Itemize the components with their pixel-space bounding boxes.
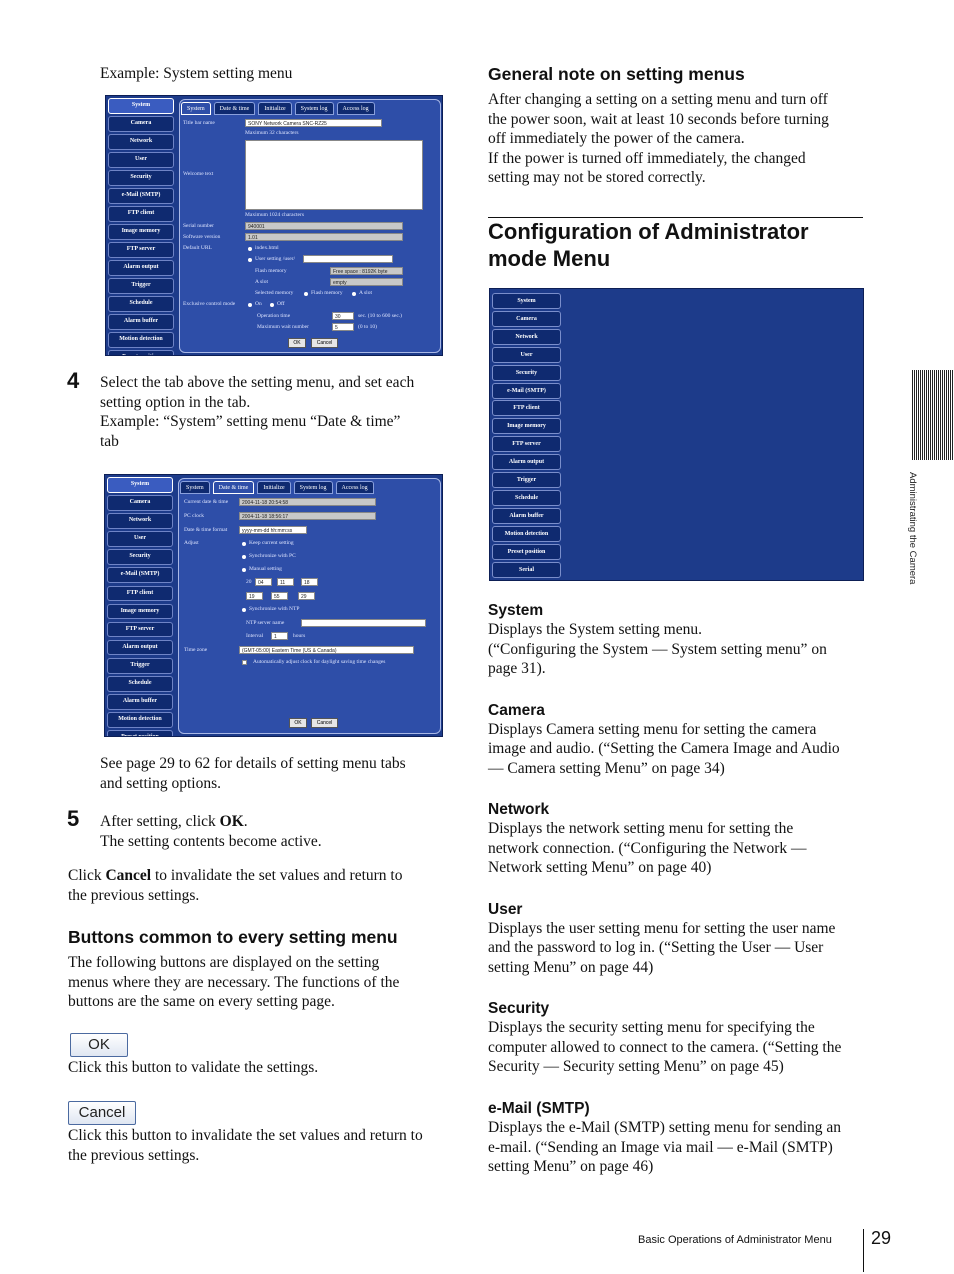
pc-clock-field: 2004-11-18 18:56:17 bbox=[239, 512, 376, 520]
label-default-url: Default URL bbox=[183, 245, 212, 251]
max1024-note: Maximum 1024 characters bbox=[245, 212, 304, 218]
sidebar-item-security[interactable]: Security bbox=[107, 549, 173, 565]
label-welcome-text: Welcome text bbox=[183, 171, 214, 177]
radio-off[interactable] bbox=[270, 303, 274, 307]
admin-menu-alarm-buffer[interactable]: Alarm buffer bbox=[492, 508, 561, 524]
config-heading bbox=[488, 218, 809, 272]
label-timezone: Time zone bbox=[184, 647, 208, 653]
cancel-desc-line: Click this button to invalidate the set values and return to bbox=[68, 1127, 423, 1144]
cancel-button[interactable]: Cancel bbox=[68, 1101, 136, 1125]
interval-select[interactable]: 1 bbox=[271, 632, 288, 640]
side-tab-text: Administrating the Camera bbox=[907, 472, 918, 585]
sidebar-item-image-memory[interactable]: Image memory bbox=[108, 224, 174, 240]
section-title: Network bbox=[488, 801, 550, 819]
section-body bbox=[488, 620, 827, 679]
sidebar-item-motion-detection[interactable]: Motion detection bbox=[107, 712, 173, 728]
sidebar-item-e-mail-smtp[interactable]: e-Mail (SMTP) bbox=[107, 567, 173, 583]
tab-system[interactable]: System bbox=[180, 481, 210, 494]
cancel-post: to invalidate the set values and return to bbox=[151, 867, 403, 884]
sidebar-item-user[interactable]: User bbox=[107, 531, 173, 547]
admin-menu-preset-position[interactable]: Preset position bbox=[492, 544, 561, 560]
second-select[interactable]: 29 bbox=[298, 592, 315, 600]
admin-menu-ftp-client[interactable]: FTP client bbox=[492, 400, 561, 416]
label-sync-pc: Synchronize with PC bbox=[249, 553, 296, 559]
thumb-index-marker bbox=[912, 370, 954, 460]
admin-menu-system[interactable]: System bbox=[492, 293, 561, 309]
minute-select[interactable]: 55 bbox=[271, 592, 288, 600]
ok-button-mini[interactable]: OK bbox=[289, 718, 307, 728]
date-time-panel bbox=[178, 478, 441, 734]
tab-system-log[interactable]: System log bbox=[294, 481, 333, 494]
ntp-field[interactable] bbox=[301, 619, 426, 627]
section-line: — Camera setting Menu” on page 34) bbox=[488, 759, 725, 777]
section-e-mail-smtp bbox=[488, 1100, 841, 1177]
tab-date-time[interactable]: Date & time bbox=[214, 102, 256, 115]
cancel-paragraph bbox=[68, 866, 402, 905]
step5-ok-bold: OK bbox=[219, 813, 244, 830]
format-select[interactable]: yyyy-mm-dd hh:mm:ss bbox=[239, 526, 307, 534]
section-line: setting Menu” on page 46) bbox=[488, 1158, 654, 1175]
system-settings-panel bbox=[179, 99, 441, 353]
label-aslot: A slot bbox=[255, 279, 268, 285]
software-field: 1.01 bbox=[245, 233, 403, 241]
tab-system[interactable]: System bbox=[181, 102, 211, 115]
general-line: If the power is turned off immediately, the changed bbox=[488, 149, 806, 167]
sidebar-item-image-memory[interactable]: Image memory bbox=[107, 604, 173, 620]
cancel-button-mini[interactable]: Cancel bbox=[311, 338, 338, 348]
sidebar-item-e-mail-smtp[interactable]: e-Mail (SMTP) bbox=[108, 188, 174, 204]
label-serial: Serial number bbox=[183, 223, 215, 229]
buttons-line: The following buttons are displayed on the setting bbox=[68, 954, 380, 971]
tab-access-log[interactable]: Access log bbox=[337, 102, 375, 115]
date-time-screenshot bbox=[104, 474, 443, 737]
dst-checkbox[interactable] bbox=[242, 660, 247, 665]
section-line: and the password to log in. (“Setting the User — User bbox=[488, 939, 824, 957]
label-user-setting: User setting /user/ bbox=[255, 256, 296, 262]
admin-menu-ftp-server[interactable]: FTP server bbox=[492, 436, 561, 452]
radio-keep[interactable] bbox=[242, 542, 246, 546]
buttons-line: menus where they are necessary. The functions of the bbox=[68, 973, 400, 991]
step4-number: 4 bbox=[67, 368, 80, 393]
label-index: index.html bbox=[255, 245, 279, 251]
sidebar-item-trigger[interactable]: Trigger bbox=[108, 278, 174, 294]
admin-menu-serial[interactable]: Serial bbox=[492, 562, 561, 578]
ok-button[interactable]: OK bbox=[70, 1033, 128, 1057]
sidebar-item-ftp-server[interactable]: FTP server bbox=[108, 242, 174, 258]
ok-description: Click this button to validate the settings. bbox=[68, 1059, 319, 1076]
step5-pre: After setting, click bbox=[100, 813, 220, 830]
section-line: computer allowed to connect to the camera. (“Setting the bbox=[488, 1038, 842, 1056]
label-year-prefix: 20 bbox=[246, 579, 252, 585]
section-network bbox=[488, 801, 807, 878]
admin-menu-motion-detection[interactable]: Motion detection bbox=[492, 526, 561, 542]
administrator-menu-screenshot bbox=[489, 288, 864, 581]
label-title-bar-name: Title bar name bbox=[183, 120, 215, 126]
max32-note: Maximum 32 characters bbox=[245, 130, 299, 136]
section-line: Displays Camera setting menu for setting the camera bbox=[488, 720, 817, 738]
see-pages-note bbox=[100, 754, 406, 793]
sidebar-item-alarm-output[interactable]: Alarm output bbox=[108, 260, 174, 276]
cancel-pre: Click bbox=[68, 867, 106, 884]
label-interval: Interval bbox=[246, 633, 264, 639]
sidebar-item-alarm-buffer[interactable]: Alarm buffer bbox=[107, 694, 173, 710]
sidebar-item-user[interactable]: User bbox=[108, 152, 174, 168]
page-number: 29 bbox=[871, 1228, 892, 1248]
general-line: the power soon, wait at least 10 seconds before turning bbox=[488, 110, 829, 128]
example-caption-system: Example: System setting menu bbox=[100, 65, 293, 82]
sidebar-item-system[interactable]: System bbox=[107, 477, 173, 493]
label-ntp: NTP server name bbox=[246, 620, 285, 626]
general-line: setting may not be stored correctly. bbox=[488, 169, 706, 186]
setting-sidebar bbox=[107, 477, 173, 737]
tab-access-log[interactable]: Access log bbox=[336, 481, 374, 494]
side-tab bbox=[907, 472, 924, 622]
cancel-desc-line: the previous settings. bbox=[68, 1146, 200, 1164]
label-aslot2: A slot bbox=[359, 290, 372, 296]
section-body bbox=[488, 720, 840, 779]
section-body bbox=[488, 1118, 841, 1177]
step4-line: Example: “System” setting menu “Date & time” bbox=[100, 413, 401, 430]
step4-line: Select the tab above the setting menu, and set each bbox=[100, 374, 415, 391]
welcome-text-area[interactable] bbox=[245, 140, 423, 210]
label-max-wait: Maximum wait number bbox=[257, 324, 309, 330]
sidebar-item-camera[interactable]: Camera bbox=[108, 116, 174, 132]
general-line: After changing a setting on a setting menu and turn off bbox=[488, 91, 828, 108]
sidebar-item-ftp-client[interactable]: FTP client bbox=[108, 206, 174, 222]
radio-manual[interactable] bbox=[242, 568, 246, 572]
section-body bbox=[488, 819, 807, 878]
label-adjust: Adjust bbox=[184, 540, 199, 546]
radio-user-setting[interactable] bbox=[248, 258, 252, 262]
sidebar-item-ftp-server[interactable]: FTP server bbox=[107, 622, 173, 638]
section-line: Network setting Menu” on page 40) bbox=[488, 859, 712, 877]
label-flash: Flash memory bbox=[255, 268, 287, 274]
general-note-paragraph bbox=[488, 90, 829, 188]
sidebar-item-network[interactable]: Network bbox=[107, 513, 173, 529]
section-security bbox=[488, 1000, 841, 1077]
admin-menu-e-mail-smtp[interactable]: e-Mail (SMTP) bbox=[492, 383, 561, 399]
section-line: image and audio. (“Setting the Camera Image and Audio bbox=[488, 740, 840, 758]
section-line: Displays the e-Mail (SMTP) setting menu for sending an bbox=[488, 1119, 842, 1136]
section-title: User bbox=[488, 900, 523, 918]
admin-menu-network[interactable]: Network bbox=[492, 329, 561, 345]
label-software: Software version bbox=[183, 234, 221, 240]
section-camera bbox=[488, 702, 840, 779]
sidebar-item-system[interactable]: System bbox=[108, 98, 174, 114]
current-date-field: 2004-11-18 20:54:58 bbox=[239, 498, 376, 506]
radio-index[interactable] bbox=[248, 247, 252, 251]
section-line: network connection. (“Configuring the Network — bbox=[488, 839, 807, 857]
general-note-heading: General note on setting menus bbox=[488, 64, 745, 84]
label-sync-ntp: Synchronize with NTP bbox=[249, 606, 300, 612]
month-select[interactable]: 11 bbox=[277, 578, 294, 586]
day-select[interactable]: 18 bbox=[301, 578, 318, 586]
section-line: page 31). bbox=[488, 660, 546, 677]
section-line: Displays the security setting menu for specifying the bbox=[488, 1019, 815, 1037]
buttons-paragraph bbox=[68, 953, 399, 1012]
buttons-heading: Buttons common to every setting menu bbox=[68, 927, 398, 947]
section-title: e-Mail (SMTP) bbox=[488, 1100, 590, 1117]
config-heading-line1: Configuration of Administrator bbox=[488, 219, 809, 244]
ok-button-mini[interactable]: OK bbox=[288, 338, 306, 348]
title-bar-name-field[interactable]: SONY Network Camera SNC-RZ25 bbox=[245, 119, 382, 127]
label-exclusive: Exclusive control mode bbox=[183, 301, 236, 307]
operation-time-unit: sec. (10 to 600 sec.) bbox=[358, 313, 402, 319]
sidebar-item-preset-position[interactable] bbox=[108, 350, 174, 356]
cancel-button-mini[interactable]: Cancel bbox=[311, 718, 338, 728]
see-line: See page 29 to 62 for details of setting menu tabs bbox=[100, 755, 406, 772]
section-system bbox=[488, 602, 827, 679]
sidebar-item-trigger[interactable]: Trigger bbox=[107, 658, 173, 674]
label-current-date: Current date & time bbox=[184, 499, 229, 505]
general-line: off immediately the power of the camera. bbox=[488, 130, 745, 147]
step5-line2: The setting contents become active. bbox=[100, 832, 322, 850]
sidebar-item-security[interactable]: Security bbox=[108, 170, 174, 186]
sidebar-item-network[interactable]: Network bbox=[108, 134, 174, 150]
see-line: and setting options. bbox=[100, 774, 221, 792]
label-off: Off bbox=[277, 301, 285, 307]
radio-flash[interactable] bbox=[304, 292, 308, 296]
step5-number: 5 bbox=[67, 806, 80, 831]
operation-time-field[interactable]: 30 bbox=[332, 312, 354, 320]
admin-menu-trigger[interactable]: Trigger bbox=[492, 472, 561, 488]
label-manual: Manual setting bbox=[249, 566, 282, 572]
setting-sidebar bbox=[108, 98, 174, 356]
label-flash2: Flash memory bbox=[311, 290, 343, 296]
section-line: (“Configuring the System — System setting menu” on bbox=[488, 640, 827, 658]
admin-menu-schedule[interactable]: Schedule bbox=[492, 490, 561, 506]
hour-select[interactable]: 19 bbox=[246, 592, 263, 600]
max-wait-unit: (0 to 10) bbox=[358, 324, 377, 330]
step5-post: . bbox=[243, 813, 248, 830]
admin-menu-camera[interactable]: Camera bbox=[492, 311, 561, 327]
timezone-select[interactable]: (GMT-05:00) Eastern Time (US & Canada) bbox=[239, 646, 414, 654]
max-wait-field[interactable]: 5 bbox=[332, 323, 354, 331]
step4-text bbox=[100, 373, 414, 451]
serial-field: 940001 bbox=[245, 222, 403, 230]
user-url-field[interactable] bbox=[303, 255, 393, 263]
sidebar-item-schedule[interactable]: Schedule bbox=[108, 296, 174, 312]
section-line: Displays the network setting menu for setting the bbox=[488, 820, 794, 838]
config-heading-line2: mode Menu bbox=[488, 246, 611, 271]
aslot-field: empty bbox=[330, 278, 403, 286]
section-line: e-mail. (“Sending an Image via mail — e-Mail (SMTP) bbox=[488, 1138, 833, 1156]
sidebar-item-alarm-output[interactable]: Alarm output bbox=[107, 640, 173, 656]
footer-rule bbox=[863, 1229, 864, 1272]
tab-initialize[interactable]: Initialize bbox=[258, 102, 291, 115]
section-body bbox=[488, 919, 835, 978]
radio-sync-pc[interactable] bbox=[242, 555, 246, 559]
sidebar-item-alarm-buffer[interactable]: Alarm buffer bbox=[108, 314, 174, 330]
tab-date-time[interactable]: Date & time bbox=[213, 481, 255, 494]
section-body bbox=[488, 1018, 841, 1077]
tab-initialize[interactable]: Initialize bbox=[257, 481, 290, 494]
radio-aslot[interactable] bbox=[352, 292, 356, 296]
label-operation-time: Operation time bbox=[257, 313, 291, 319]
sidebar-item-motion-detection[interactable]: Motion detection bbox=[108, 332, 174, 348]
section-line: Displays the user setting menu for setting the user name bbox=[488, 919, 836, 937]
label-hours: hours bbox=[293, 633, 306, 639]
step4-line: tab bbox=[100, 432, 119, 450]
tab-system-log[interactable]: System log bbox=[295, 102, 334, 115]
cancel-bold: Cancel bbox=[105, 867, 152, 884]
label-format: Date & time format bbox=[184, 527, 228, 533]
section-line: setting Menu” on page 44) bbox=[488, 958, 654, 976]
setting-tabs bbox=[181, 102, 375, 115]
year-select[interactable]: 04 bbox=[255, 578, 272, 586]
sidebar-item-preset-position[interactable] bbox=[107, 730, 173, 737]
sidebar-item-schedule[interactable]: Schedule bbox=[107, 676, 173, 692]
radio-on[interactable] bbox=[248, 303, 252, 307]
step5-text bbox=[100, 812, 322, 851]
admin-menu-security[interactable]: Security bbox=[492, 365, 561, 381]
section-user bbox=[488, 901, 835, 978]
sidebar-item-camera[interactable]: Camera bbox=[107, 495, 173, 511]
section-title: System bbox=[488, 602, 544, 619]
footer-section: Basic Operations of Administrator Menu bbox=[638, 1234, 832, 1246]
admin-menu-image-memory[interactable]: Image memory bbox=[492, 418, 561, 434]
setting-tabs bbox=[180, 481, 374, 494]
section-line: Security — Security setting Menu” on page 45) bbox=[488, 1058, 784, 1076]
admin-menu-alarm-output[interactable]: Alarm output bbox=[492, 454, 561, 470]
cancel-description bbox=[68, 1126, 423, 1165]
section-title: Camera bbox=[488, 701, 545, 719]
cancel-line2: the previous settings. bbox=[68, 886, 200, 904]
section-line: Displays the System setting menu. bbox=[488, 621, 702, 638]
step4-line: setting option in the tab. bbox=[100, 393, 251, 411]
flash-field: Free space : 8192K byte bbox=[330, 267, 403, 275]
buttons-line: buttons are the same on every setting page. bbox=[68, 993, 335, 1010]
radio-sync-ntp[interactable] bbox=[242, 608, 246, 612]
system-setting-screenshot bbox=[105, 95, 443, 356]
sidebar-item-ftp-client[interactable]: FTP client bbox=[107, 586, 173, 602]
label-pc-clock: PC clock bbox=[184, 513, 205, 519]
label-dst: Automatically adjust clock for daylight saving time changes bbox=[253, 659, 386, 665]
label-keep: Keep current setting bbox=[249, 540, 294, 546]
label-on: On bbox=[255, 301, 262, 307]
section-title: Security bbox=[488, 1000, 550, 1018]
admin-menu-user[interactable]: User bbox=[492, 347, 561, 363]
label-selected-memory: Selected memory bbox=[255, 290, 294, 296]
